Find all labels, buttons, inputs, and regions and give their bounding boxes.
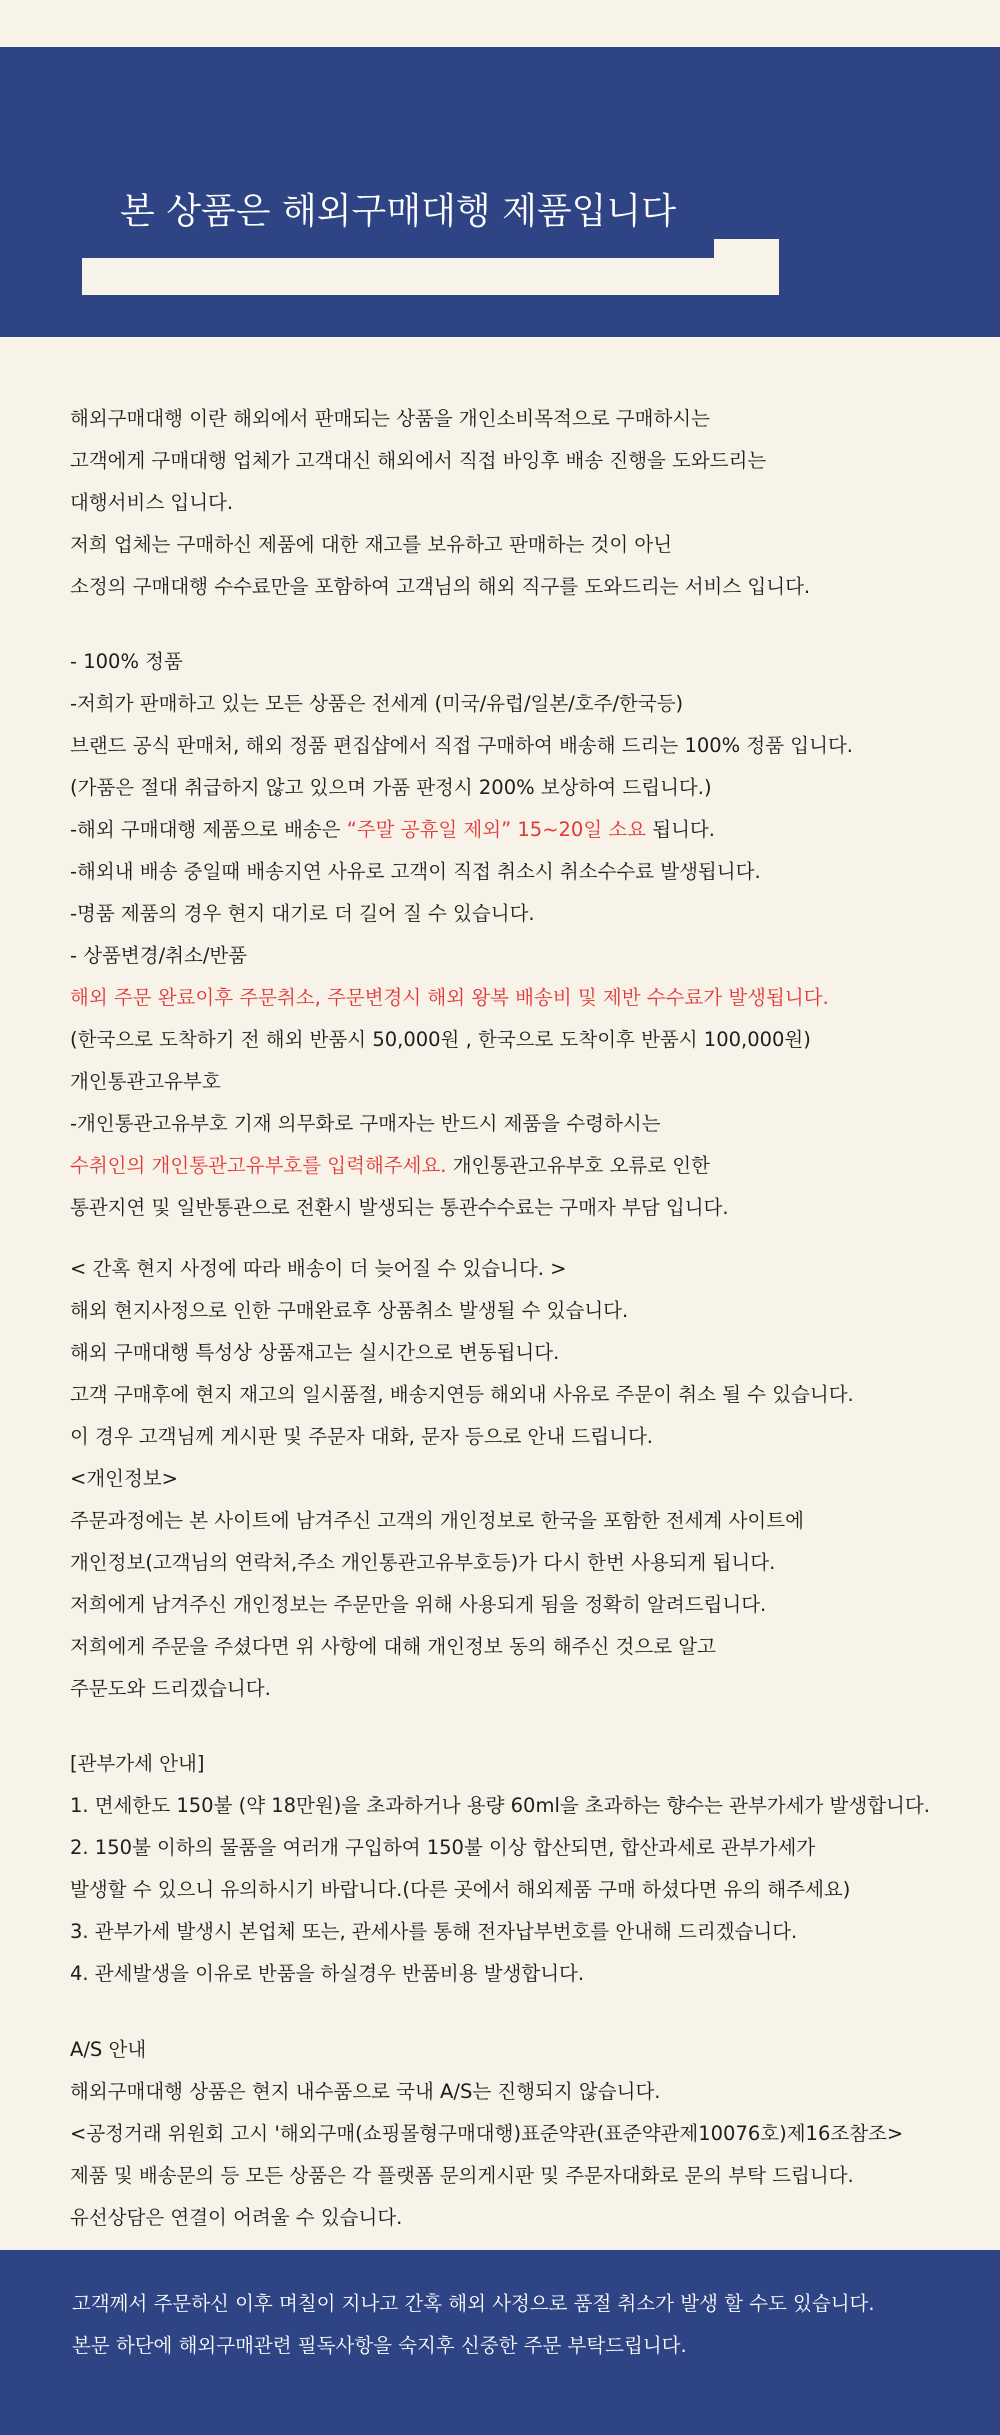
- customs-code-heading: 개인통관고유부호: [70, 1070, 221, 1093]
- privacy-heading: <개인정보>: [70, 1467, 179, 1490]
- as-line: 제품 및 배송문의 등 모든 상품은 각 플랫폼 문의게시판 및 주문자대화로 문의 부탁 드립니다.: [70, 2164, 854, 2187]
- cancel-heading: - 상품변경/취소/반품: [70, 944, 248, 967]
- delay-heading: < 간혹 현지 사정에 따라 배송이 더 늦어질 수 있습니다. >: [70, 1257, 567, 1280]
- intro-line: 해외구매대행 이란 해외에서 판매되는 상품을 개인소비목적으로 구매하시는: [70, 407, 710, 430]
- privacy-line: 주문과정에는 본 사이트에 남겨주신 고객의 개인정보로 한국을 포함한 전세계 사이트에: [70, 1509, 804, 1532]
- as-line: 해외구매대행 상품은 현지 내수품으로 국내 A/S는 진행되지 않습니다.: [70, 2080, 661, 2103]
- as-heading: A/S 안내: [70, 2038, 147, 2061]
- customs-code-suffix: 개인통관고유부호 오류로 인한: [446, 1154, 710, 1177]
- delay-line: 해외 현지사정으로 인한 구매완료후 상품취소 발생될 수 있습니다.: [70, 1299, 629, 1322]
- tax-heading: [관부가세 안내]: [70, 1752, 205, 1775]
- delay-line: 이 경우 고객님께 게시판 및 주문자 대화, 문자 등으로 안내 드립니다.: [70, 1425, 653, 1448]
- customs-code-line: -개인통관고유부호 기재 의무화로 구매자는 반드시 제품을 수령하시는: [70, 1112, 661, 1135]
- tax-item: 1. 면세한도 150불 (약 18만원)을 초과하거나 용량 60ml을 초과하는 향수는 관부가세가 발생합니다.: [70, 1794, 930, 1817]
- tax-item: 3. 관부가세 발생시 본업체 또는, 관세사를 통해 전자납부번호를 안내해 드리겠습니다.: [70, 1920, 798, 1943]
- privacy-line: 개인정보(고객님의 연락처,주소 개인통관고유부호등)가 다시 한번 사용되게 됩니다.: [70, 1551, 776, 1574]
- delay-line: 해외 구매대행 특성상 상품재고는 실시간으로 변동됩니다.: [70, 1341, 560, 1364]
- genuine-line: 브랜드 공식 판매처, 해외 정품 편집샵에서 직접 구매하여 배송해 드리는 100% 정품 입니다.: [70, 734, 853, 757]
- customs-code-line: [70, 1153, 710, 1179]
- customs-code-line: 통관지연 및 일반통관으로 전환시 발생되는 통관수수료는 구매자 부담 입니다.: [70, 1196, 729, 1219]
- privacy-line: 저희에게 주문을 주셨다면 위 사항에 대해 개인정보 동의 해주신 것으로 알고: [70, 1635, 716, 1658]
- intro-line: 고객에게 구매대행 업체가 고객대신 해외에서 직접 바잉후 배송 진행을 도와드리는: [70, 449, 767, 472]
- shipping-prefix: -해외 구매대행 제품으로 배송은: [70, 818, 347, 841]
- customs-code-highlight: 수취인의 개인통관고유부호를 입력해주세요.: [70, 1154, 447, 1177]
- privacy-line: 주문도와 드리겠습니다.: [70, 1677, 271, 1700]
- tax-item: 2. 150불 이하의 물품을 여러개 구입하여 150불 이상 합산되면, 합산과세로 관부가세가: [70, 1836, 816, 1859]
- cancel-fees: (한국으로 도착하기 전 해외 반품시 50,000원 , 한국으로 도착이후 반품시 100,000원): [70, 1028, 811, 1051]
- footer-line: 고객께서 주문하신 이후 며칠이 지나고 간혹 해외 사정으로 품절 취소가 발생 할 수도 있습니다.: [72, 2292, 875, 2315]
- intro-line: 소정의 구매대행 수수료만을 포함하여 고객님의 해외 직구를 도와드리는 서비스 입니다.: [70, 575, 811, 598]
- tax-item: 발생할 수 있으니 유의하시기 바랍니다.(다른 곳에서 해외제품 구매 하셨다면 유의 해주세요): [70, 1878, 851, 1901]
- privacy-line: 저희에게 남겨주신 개인정보는 주문만을 위해 사용되게 됨을 정확히 알려드립니다.: [70, 1593, 767, 1616]
- shipping-highlight: “주말 공휴일 제외” 15~20일 소요: [346, 818, 647, 841]
- cancel-warning: 해외 주문 완료이후 주문취소, 주문변경시 해외 왕복 배송비 및 제반 수수료가 발생됩니다.: [70, 986, 829, 1009]
- genuine-line: -저희가 판매하고 있는 모든 상품은 전세계 (미국/유럽/일본/호주/한국등): [70, 692, 684, 715]
- shipping-suffix: 됩니다.: [646, 818, 715, 841]
- shipping-time-line: [70, 817, 715, 843]
- genuine-line: -명품 제품의 경우 현지 대기로 더 길어 질 수 있습니다.: [70, 902, 535, 925]
- genuine-line: (가품은 절대 취급하지 않고 있으며 가품 판정시 200% 보상하여 드립니다.): [70, 776, 712, 799]
- intro-line: 저희 업체는 구매하신 제품에 대한 재고를 보유하고 판매하는 것이 아닌: [70, 533, 673, 556]
- tax-item: 4. 관세발생을 이유로 반품을 하실경우 반품비용 발생합니다.: [70, 1962, 585, 1985]
- genuine-heading: - 100% 정품: [70, 650, 183, 673]
- intro-line: 대행서비스 입니다.: [70, 491, 234, 514]
- page-title: 본 상품은 해외구매대행 제품입니다: [120, 191, 676, 232]
- as-line: 유선상담은 연결이 어려울 수 있습니다.: [70, 2206, 403, 2229]
- footer-line: 본문 하단에 해외구매관련 필독사항을 숙지후 신중한 주문 부탁드립니다.: [72, 2334, 687, 2357]
- genuine-line: -해외내 배송 중일때 배송지연 사유로 고객이 직접 취소시 취소수수료 발생됩니다.: [70, 860, 761, 883]
- as-line: <공정거래 위원회 고시 '해외구매(쇼핑몰형구매대행)표준약관(표준약관제10076호)제16조참조>: [70, 2122, 904, 2145]
- delay-line: 고객 구매후에 현지 재고의 일시품절, 배송지연등 해외내 사유로 주문이 취소 될 수 있습니다.: [70, 1383, 854, 1406]
